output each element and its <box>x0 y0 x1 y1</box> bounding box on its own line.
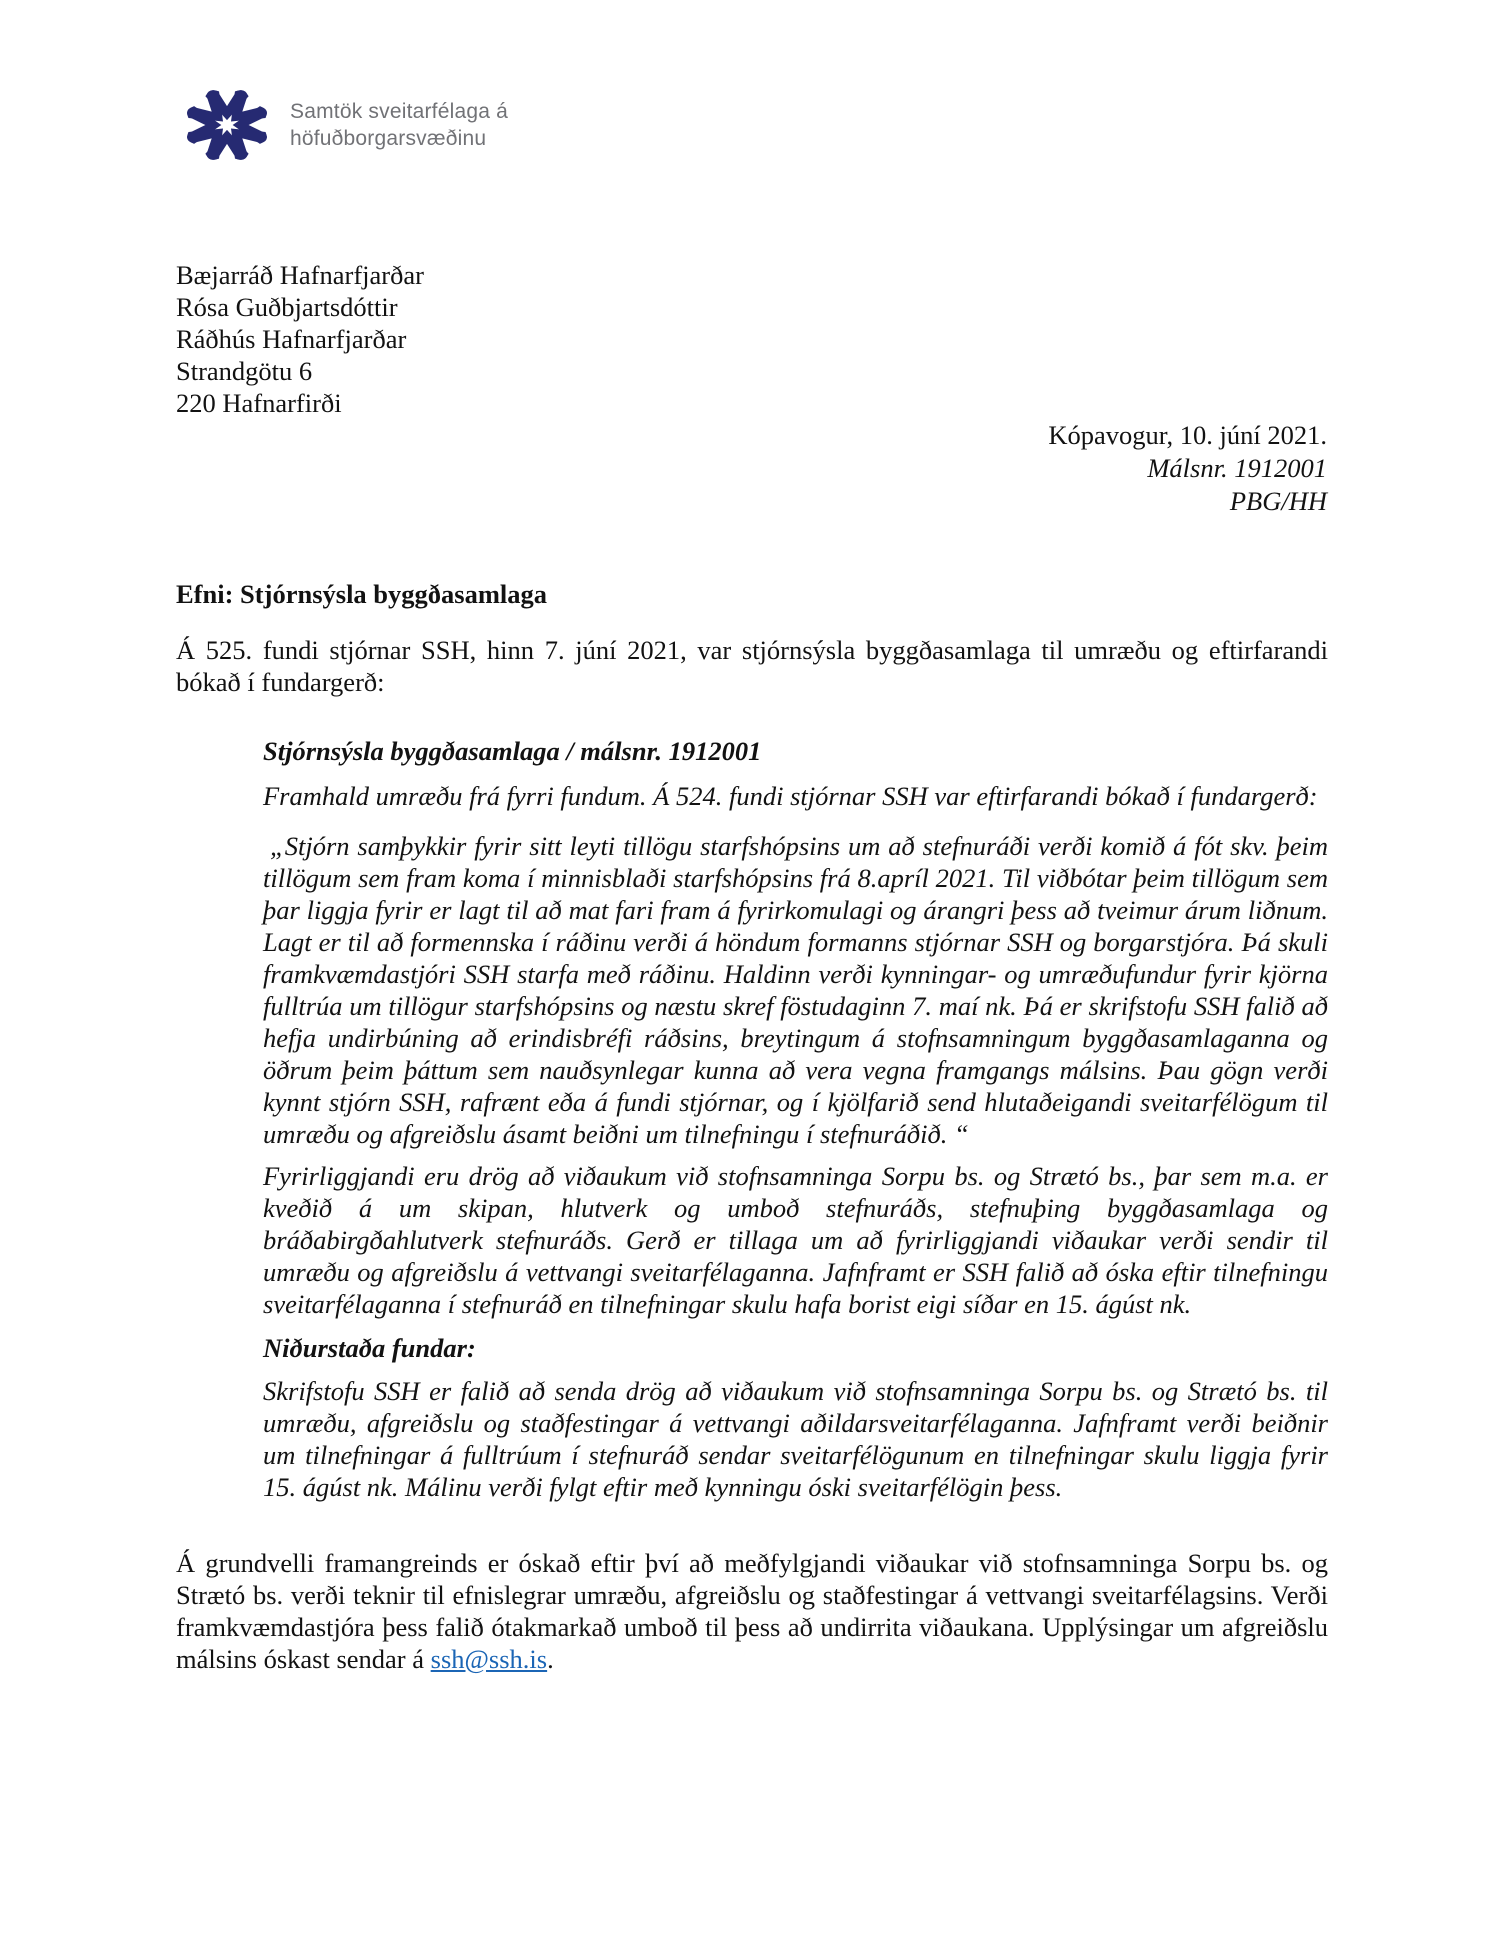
closing-period: . <box>547 1644 554 1674</box>
intro-paragraph: Á 525. fundi stjórnar SSH, hinn 7. júní 2021, var stjórnsýsla byggðasamlaga til umræðu og eftirfarandi bókað í fundargerð: <box>176 635 1328 697</box>
org-name-line2: höfuðborgarsvæðinu <box>290 127 487 150</box>
email-link[interactable]: ssh@ssh.is <box>430 1644 548 1674</box>
author-initials: PBG/HH <box>1229 486 1327 516</box>
place-date: Kópavogur, 10. júní 2021. <box>1048 420 1327 450</box>
closing-text: Á grundvelli framangreinds er óskað eftir því að meðfylgjandi viðaukar við stofnsamninga Sorpu bs. og Strætó bs. verði teknir til efnislegrar umræðu, afgreiðslu og staðfestingar á vettvangi sveitarfélagsins. Verði framkvæmdastjóra þess falið ótakmarkað umboð til þess að undirrita viðaukana. Upplýsingar um afgreiðslu málsins óskast sendar á <box>176 1548 1328 1674</box>
minutes-result-heading: Niðurstaða fundar: <box>263 1333 476 1363</box>
recipient-line: Rósa Guðbjartsdóttir <box>176 292 398 322</box>
recipient-line: Strandgötu 6 <box>176 356 313 386</box>
letter-meta <box>1048 419 1327 518</box>
subject-line: Efni: Stjórnsýsla byggðasamlaga <box>176 579 548 609</box>
minutes-paragraph2: Fyrirliggjandi eru drög að viðaukum við stofnsamninga Sorpu bs. og Strætó bs., þar sem m.a. er kveðið á um skipan, hlutverk og umboð stefnuráðs, stefnuþing byggðasamlaga og bráðabirgðahlutverk stefnuráðs. Gerð er tillaga um að fyrirliggjandi viðaukar verði sendir til umræðu og afgreiðslu á vettvangi sveitarfélaganna. Jafnframt er SSH falið að óska eftir tilnefningu sveitarfélaganna í stefnuráð en tilnefningar skulu hafa borist eigi síðar en 15. ágúst nk. <box>263 1161 1328 1319</box>
org-name-line1: Samtök sveitarfélaga á <box>290 100 509 123</box>
recipient-line: 220 Hafnarfirði <box>176 388 342 418</box>
recipient-address <box>176 259 424 419</box>
recipient-line: Ráðhús Hafnarfjarðar <box>176 324 407 354</box>
minutes-block <box>263 735 1328 1503</box>
minutes-subheading: Framhald umræðu frá fyrri fundum. Á 524. fundi stjórnar SSH var eftirfarandi bókað í fundargerð: <box>263 781 1318 811</box>
ssh-snowflake-logo-icon <box>180 84 274 166</box>
minutes-heading: Stjórnsýsla byggðasamlaga / málsnr. 1912001 <box>263 736 762 766</box>
org-name <box>290 98 508 152</box>
recipient-line: Bæjarráð Hafnarfjarðar <box>176 260 424 290</box>
minutes-result-paragraph: Skrifstofu SSH er falið að senda drög að viðaukum við stofnsamninga Sorpu bs. og Strætó bs. til umræðu, afgreiðslu og staðfestingar á vettvangi aðildarsveitarfélaganna. Jafnframt verði beiðnir um tilnefningar á fulltrúum í stefnuráð sendar sveitarfélögunum en tilnefningar skulu liggja fyrir 15. ágúst nk. Málinu verði fylgt eftir með kynningu óski sveitarfélögin þess. <box>263 1376 1328 1502</box>
closing-paragraph <box>176 1547 1328 1675</box>
minutes-quote-paragraph: „Stjórn samþykkir fyrir sitt leyti tillögu starfshópsins um að stefnuráði verði komið á fót skv. þeim tillögum sem fram koma í minnisblaði starfshópsins frá 8.apríl 2021. Til viðbótar þeim tillögum sem þar liggja fyrir er lagt til að mat fari fram á fyrirkomulagi og árangri þess að tveimur árum liðnum. Lagt er til að formennska í ráðinu verði á höndum formanns stjórnar SSH og borgarstjóra. Þá skuli framkvæmdastjóri SSH starfa með ráðinu. Haldinn verði kynningar- og umræðufundur fyrir kjörna fulltrúa um tillögur starfshópsins og næstu skref föstudaginn 7. maí nk. Þá er skrifstofu SSH falið að hefja undirbúning að erindisbréfi ráðsins, breytingum á stofnsamningum byggðasamlaganna og öðrum þeim þáttum sem nauðsynlegar kunna að vera vegna framgangs málsins. Þau gögn verði kynnt stjórn SSH, rafrænt eða á fundi stjórnar, og í kjölfarið send hlutaðeigandi sveitarfélögum til umræðu og afgreiðslu ásamt beiðni um tilnefningu í stefnuráðið. “ <box>263 831 1328 1149</box>
case-number: Málsnr. 1912001 <box>1147 453 1327 483</box>
letterhead <box>180 84 508 166</box>
